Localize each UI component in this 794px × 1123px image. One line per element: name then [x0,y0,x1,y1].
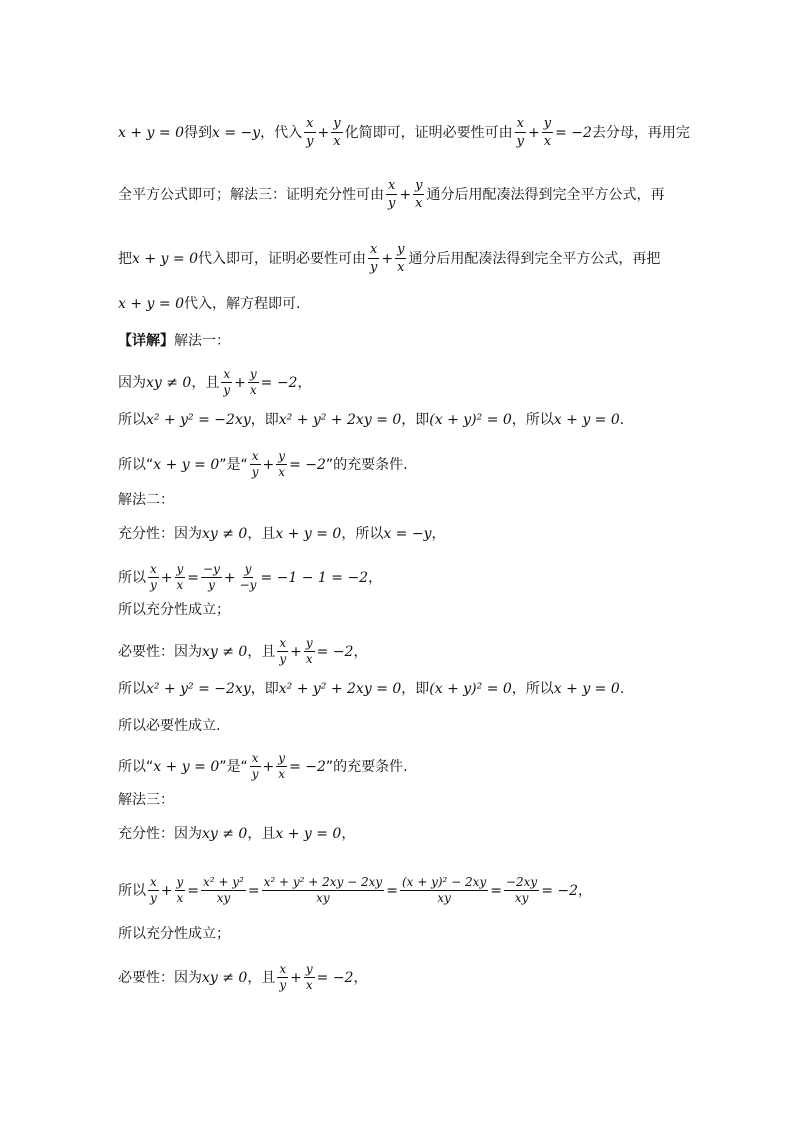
math-operator: = [247,882,260,899]
text-run: 必要性：因为 [118,969,202,986]
fraction-numerator: x [251,751,259,765]
fraction [148,876,159,905]
text-run: 所以 [118,569,146,586]
method3-line-1 [118,824,694,844]
method-3-title [118,790,694,810]
fraction-denominator: x [176,891,184,905]
math-expression: x + y = 0 [118,296,184,312]
fraction-denominator: x [333,134,341,149]
detail-header [118,331,694,351]
fraction [262,876,385,905]
fraction-numerator: y [333,116,341,131]
fraction [175,876,186,905]
paragraph-line-4 [118,294,694,314]
fraction-numerator: x [150,875,157,889]
math-expression: x + y = 0 [132,250,198,267]
text-run: 因为 [118,374,146,391]
math-expression: = −2 [260,374,298,391]
math-operator: + [527,124,540,141]
method1-line-1 [118,368,694,397]
math-operator: + [381,250,394,267]
fraction-numerator: y [415,178,423,193]
text-run: ，即 [401,681,430,697]
text-run: . [619,681,625,697]
text-run: 所以 [118,681,146,697]
math-operator: + [317,124,330,141]
method3-line-2 [118,876,694,905]
fraction [386,178,397,211]
text-run: ”的充要条件. [325,758,408,775]
fraction-numerator: x [279,962,287,976]
math-operator: + [399,186,412,203]
math-expression: = −2 [289,758,326,775]
text-run: ， [368,569,383,586]
math-expression: x + y = 0 [153,758,220,775]
text-run: 全平方公式即可；解法三：证明充分性可由 [118,186,384,203]
fraction-denominator: y [251,767,259,781]
fraction-denominator: x [305,978,313,992]
math-operator: + [290,969,302,986]
fraction [276,752,287,781]
method1-line-3 [118,450,694,479]
text-run: 把 [118,250,132,267]
text-run: ， [431,526,446,542]
fraction-denominator: y [516,134,524,149]
fraction [148,563,159,592]
text-run: ，即 [250,681,279,697]
fraction-numerator: y [176,875,184,889]
text-run: ，所以 [511,412,554,428]
text-run: . [619,412,625,428]
fraction-denominator: x [176,578,184,592]
text-run: ， [297,374,312,391]
text-run: 解法二： [118,492,174,508]
fraction-numerator: y [176,562,184,576]
text-run: 得到 [183,124,212,141]
fraction [304,637,315,666]
math-expression: xy ≠ 0 [202,526,248,542]
math-expression: = −2 [541,882,579,899]
text-run: ，即 [401,412,430,428]
math-operator: + [262,456,275,473]
text-run: ”的充要条件. [325,456,408,473]
text-run: ，所以 [341,526,384,542]
text-run: 所以充分性成立； [118,926,230,942]
math-expression: = −1 − 1 = −2 [260,569,369,586]
text-run: ， [353,643,368,660]
fraction-denominator: y [369,260,378,275]
fraction-denominator: xy [437,891,451,905]
method3-line-3 [118,924,694,944]
fraction-denominator: x [415,196,423,211]
math-operator: + [290,643,302,660]
fraction [248,368,259,397]
math-operator: + [223,569,236,586]
math-expression: = −2 [289,456,326,473]
math-expression: = −2 [316,969,354,986]
math-expression: x = −y [383,526,432,542]
fraction-denominator: x [305,652,313,666]
method2-line-4 [118,637,694,666]
fraction-numerator: x [251,449,259,463]
math-expression: x = −y [211,124,261,141]
method2-line-1 [118,524,694,544]
fraction-denominator: y [388,196,396,211]
text-run: 所以“ [118,758,154,775]
fraction-numerator: x² + y² [203,875,244,889]
math-operator: = [386,882,398,899]
fraction-numerator: y [305,636,313,650]
text-run: 所以 [118,412,146,428]
fraction-numerator: x [223,367,231,381]
fraction-denominator: x [278,465,286,479]
math-expression: (x + y)² = 0 [429,412,512,428]
fraction [276,450,287,479]
fraction-denominator: y [150,578,157,592]
method1-line-2 [118,410,694,430]
text-run: 通分后用配凑法得到完全平方公式，再 [426,186,665,203]
fraction-denominator: y [306,134,314,149]
math-expression: = −2 [316,643,354,660]
fraction-denominator: y [279,652,287,666]
text-run: ，且 [247,826,276,842]
text-run: ，且 [247,526,276,542]
math-expression: xy ≠ 0 [202,826,248,842]
fraction [201,876,246,905]
fraction-numerator: y [397,242,405,257]
math-expression: xy ≠ 0 [146,374,192,391]
fraction [542,116,553,149]
text-run: 解法三： [118,792,174,808]
fraction-numerator: x [369,242,378,257]
math-operator: + [160,569,173,586]
fraction-numerator: y [249,367,257,381]
math-operator: = [490,882,502,899]
text-run: 代入即可，证明必要性可由 [197,250,366,267]
math-operator: + [160,882,173,899]
text-run: 所以必要性成立. [118,718,221,734]
math-operator: + [234,374,246,391]
text-run: 所以充分性成立； [118,602,230,618]
method-2-title [118,490,694,510]
fraction-denominator: x [249,383,257,397]
fraction [304,116,315,149]
paragraph-line-2 [118,178,694,211]
fraction [304,963,315,992]
text-run: ，且 [247,643,276,660]
math-expression: x² + y² = −2xy [146,681,251,697]
paragraph-line-1 [118,116,694,149]
method2-line-5 [118,679,694,699]
math-expression: = −2 [555,124,592,141]
text-run: ”是“ [219,456,248,473]
fraction-denominator: x [397,260,405,275]
text-run: 代入，解方程即可. [183,296,301,312]
math-expression: x + y = 0 [275,526,342,542]
fraction-denominator: y [223,383,231,397]
text-run: ，即 [250,412,279,428]
fraction-denominator: x [543,134,552,149]
fraction-numerator: y [543,116,552,131]
fraction-denominator: −y [239,578,257,592]
fraction-numerator: y [278,449,286,463]
math-operator: + [262,758,275,775]
text-run: ， [578,882,593,899]
fraction [238,563,259,592]
fraction-denominator: y [279,978,287,992]
text-run: 充分性：因为 [118,526,202,542]
fraction-numerator: −2xy [505,875,538,889]
fraction-numerator: (x + y)² − 2xy [401,875,487,889]
fraction-numerator: x [388,178,396,193]
math-expression: x + y = 0 [153,456,220,473]
fraction [395,242,406,275]
method2-line-3 [118,600,694,620]
fraction-numerator: x [150,562,157,576]
fraction [221,368,232,397]
math-expression: x² + y² + 2xy = 0 [278,681,402,697]
fraction-numerator: x [306,116,314,131]
math-expression: x + y = 0 [118,124,184,141]
detail-label: 【详解】 [118,333,174,349]
method2-line-6 [118,716,694,736]
fraction-denominator: x [278,767,286,781]
math-expression: x² + y² = −2xy [146,412,251,428]
math-expression: x + y = 0 [553,681,620,697]
fraction [277,637,288,666]
method2-line-7 [118,752,694,781]
math-expression: (x + y)² = 0 [429,681,512,697]
fraction [331,116,342,149]
fraction-denominator: xy [316,891,330,905]
method-1-title: 解法一： [174,333,230,349]
fraction-numerator: y [305,962,313,976]
fraction-numerator: −y [203,562,220,576]
fraction [277,963,288,992]
text-run: 去分母，再用完 [591,124,690,141]
math-operator: = [187,569,200,586]
fraction [504,876,539,905]
method2-line-2 [118,563,694,592]
text-run: 所以 [118,882,146,899]
math-expression: x² + y² + 2xy = 0 [278,412,402,428]
fraction [400,876,488,905]
text-run: 充分性：因为 [118,826,202,842]
fraction [413,178,424,211]
fraction-numerator: y [244,562,252,576]
fraction [250,450,261,479]
method3-line-4 [118,963,694,992]
fraction-denominator: y [208,578,215,592]
fraction-numerator: x [516,116,524,131]
fraction [368,242,379,275]
fraction-denominator: y [150,891,157,905]
fraction [175,563,186,592]
fraction [201,563,222,592]
math-operator: = [187,882,200,899]
text-run: 通分后用配凑法得到完全平方公式，再把 [408,250,661,267]
fraction-numerator: x [279,636,287,650]
fraction-denominator: xy [514,891,529,905]
fraction-denominator: y [251,465,259,479]
text-run: ，所以 [511,681,554,697]
fraction [515,116,526,149]
fraction-numerator: y [278,751,286,765]
text-run: ”是“ [219,758,248,775]
fraction [250,752,261,781]
text-run: ，且 [191,374,220,391]
math-expression: xy ≠ 0 [202,643,248,660]
math-expression: x + y = 0 [275,826,342,842]
fraction-numerator: x² + y² + 2xy − 2xy [263,875,383,889]
text-run: ， [341,826,356,842]
text-run: ，代入 [260,124,303,141]
fraction-denominator: xy [216,891,231,905]
math-expression: xy ≠ 0 [202,969,248,986]
math-expression: x + y = 0 [553,412,620,428]
paragraph-line-3 [118,242,694,275]
text-run: ， [353,969,368,986]
text-run: ，且 [247,969,276,986]
text-run: 所以“ [118,456,154,473]
text-run: 化简即可，证明必要性可由 [344,124,513,141]
text-run: 必要性：因为 [118,643,202,660]
